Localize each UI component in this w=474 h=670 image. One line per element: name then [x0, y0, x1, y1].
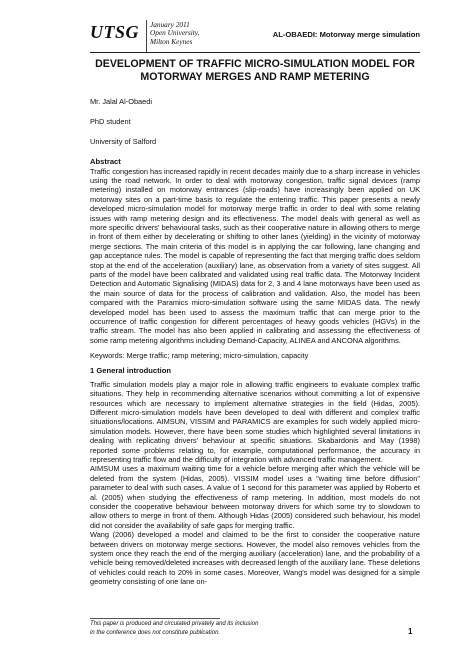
section-1-paragraph: Traffic simulation models play a major role in allowing traffic engineers to evaluate complex traffic situations. They help in recommending alternative scenarios without committing a lot of expensive resources which are necessary to implement alternative strategies in the field (Hidas, 2005). Different micro-simulation models have been developed to deal with different and complex traffic situations/locations. AIMSUN, VISSIM and PARAMICS are examples for such widely applied micro-simulation models. However, there have been some studies which highlighted several limitations in dealing with replicating drivers' behaviour at specific situations. Skabardonis and May (1998) reported some problems relating to, for example, computational performance, the accuracy in representing traffic flow and the difficulty of integration with advanced traffic management.: [90, 379, 420, 464]
footnote: [90, 620, 390, 637]
utsg-logo: UTSG: [90, 22, 140, 42]
paper-body: [90, 58, 420, 587]
page-header: [90, 20, 420, 52]
conference-city: Milton Keynes: [150, 36, 193, 46]
footnote-line-1: This paper is produced and circulated privately and its inclusion: [90, 621, 259, 627]
running-title: AL-OBAEDI: Motorway merge simulation: [272, 30, 420, 39]
abstract-heading: Abstract: [90, 157, 121, 166]
header-divider: [90, 52, 420, 53]
conference-date: January 2011: [150, 20, 190, 29]
abstract-text: Traffic congestion has increased rapidly in recent decades mainly due to a sharp increase in vehicles using the road network. In order to deal with motorway congestion, traffic signal devices (ramp metering) installed on motorway entrances (slip-roads) have increasingly been applied on UK motorway sites on a part-time basis to regulate the entering traffic. This paper presents a newly developed micro-simulation model for motorway merge traffic in order to deal with some relating issues with ramp metering design and its effectiveness. The model deals with general as well as more specific drivers' behavioural tasks, such as their cooperative nature in allowing others to merge in front of them either by decelerating or shifting to other lanes (yielding) in the vicinity of motorway merge sections. The main criteria of this model is in applying the car following, lane changing and gap acceptance rules. The model is capable of representing the fact that merging traffic does seldom stop at the end of the acceleration (auxiliary) lane, as observation from a variety of sites suggest. All parts of the model have been calibrated and validated using real traffic data. The Motorway Incident Detection and Automatic Signalising (MIDAS) data for 2, 3 and 4 lane motorways have been used as the main source of data for the process of calibration and validation. Also, the model has been compared with the Paramics micro-simulation software using the same MIDAS data. The newly developed model has been used to assess the maximum traffic that can merge prior to the occurrence of traffic congestion for different percentages of heavy goods vehicles (HGVs) in the traffic stream. The model has also been applied in calibrating and assessing the effectiveness of some ramp metering algorithms including Demand-Capacity, ALINEA and ANCONA algorithms.: [90, 166, 420, 345]
logo-divider: [146, 20, 147, 52]
footnote-rule: [90, 618, 220, 619]
author-affiliation: University of Salford: [90, 137, 157, 146]
title-line-2: MOTORWAY MERGES AND RAMP METERING: [140, 70, 370, 83]
title-line-1: DEVELOPMENT OF TRAFFIC MICRO-SIMULATION MODEL FOR: [95, 58, 415, 70]
page-number: 1: [408, 627, 413, 636]
author-name: Mr. Jalal Al-Obaedi: [90, 97, 153, 106]
footnote-line-2: in the conference does not constitute publication.: [90, 629, 221, 636]
author-role: PhD student: [90, 117, 131, 126]
section-1-heading: 1 General introduction: [90, 366, 172, 376]
keywords: Keywords: Merge traffic; ramp metering; micro-simulation, capacity: [90, 351, 309, 361]
conference-info: [150, 21, 199, 46]
section-1-paragraph: AIMSUM uses a maximum waiting time for a vehicle before merging after which the vehicle will be deleted from the system (Hidas, 2005). VISSIM model uses a "waiting time before diffusion" parameter to deal with such cases. A value of 1 second for this parameter was applied by Roberto et al. (2005) when studying the effectiveness of ramp metering. In addition, most models do not consider the cooperative behaviour between motorway drivers for which some try to slowdown to allow others to merge in front of them. Although Hidas (2005) considered such behaviour, his model did not consider the availability of safe gaps for merging traffic.: [90, 464, 420, 530]
conference-venue: Open University,: [150, 28, 200, 38]
paper-title: [90, 58, 420, 83]
section-1-paragraph: Wang (2006) developed a model and claimed to be the first to consider the cooperative nature between drivers on motorway merge sections. However, the model also removes vehicles from the system once they reach the end of the merging auxiliary (acceleration) lane, and the probability of a vehicle being removed/deleted increases with decreased length of the auxiliary lane. These deletions of vehicles could reach to 20% in some cases. Moreover, Wang's model was designed for a simple geometry consisting of one lane on-: [90, 530, 420, 587]
